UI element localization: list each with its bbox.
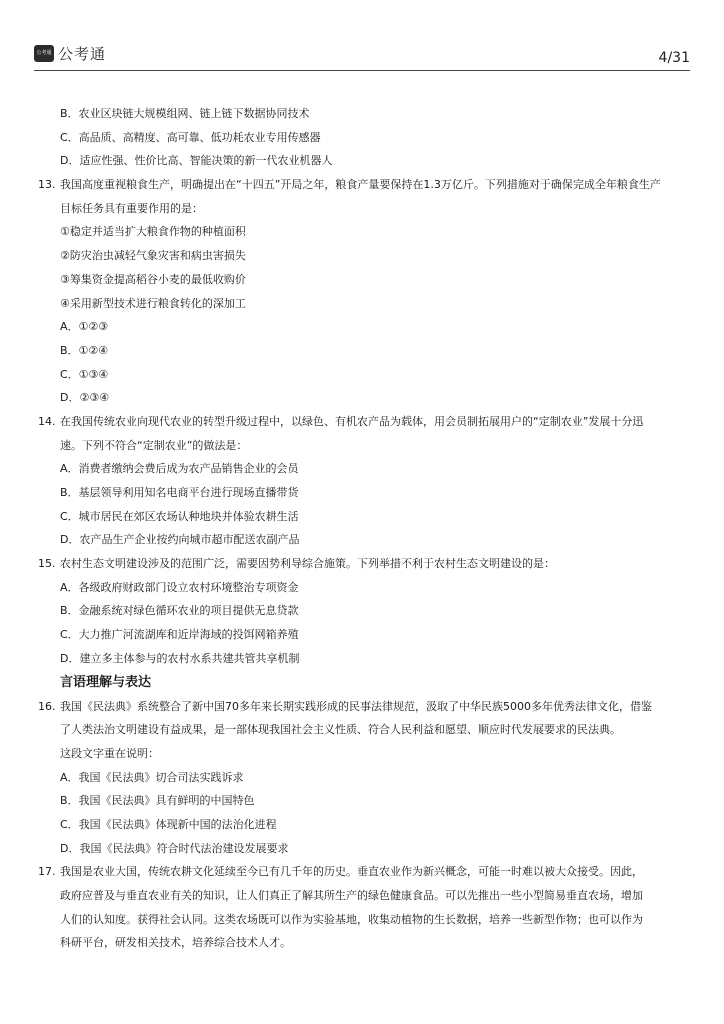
document-body bbox=[38, 102, 692, 955]
q13-option-a: A．①②③ bbox=[60, 320, 109, 334]
q14-option-b: B．基层领导利用知名电商平台进行现场直播带货 bbox=[60, 486, 299, 499]
q13-item-2: ②防灾治虫减轻气象灾害和病虫害损失 bbox=[60, 249, 246, 263]
q15-option-c: C．大力推广河流湖库和近岸海域的投饵网箱养殖 bbox=[60, 628, 299, 642]
q16-option-b: B．我国《民法典》具有鲜明的中国特色 bbox=[60, 794, 255, 808]
q16-stem-line-1: 16. 我国《民法典》系统整合了新中国70多年来长期实践形成的民事法律规范，汲取了中华民族5000多年优秀法律文化，借鉴 bbox=[38, 695, 692, 719]
page-number: 4/31 bbox=[658, 50, 690, 66]
q15-stem-line-1: 15. 农村生态文明建设涉及的范围广泛，需要因势利导综合施策。下列举措不利于农村生态文明建设的是： bbox=[38, 552, 692, 576]
q14-stem-line-2: 速。下列不符合“定制农业”的做法是： bbox=[60, 438, 248, 452]
q13-item-4: ④采用新型技术进行粮食转化的深加工 bbox=[60, 296, 246, 310]
q15-option-b: B．金融系统对绿色循环农业的项目提供无息贷款 bbox=[60, 604, 299, 618]
q16-option-c: C．我国《民法典》体现新中国的法治化进程 bbox=[60, 817, 277, 831]
q16-option-d: D．我国《民法典》符合时代法治建设发展要求 bbox=[60, 841, 289, 855]
q12-option-d: D．适应性强、性价比高、智能决策的新一代农业机器人 bbox=[60, 154, 333, 168]
q13-stem-line-2: 目标任务具有重要作用的是： bbox=[60, 201, 203, 215]
q13-stem-line-1: 13. 我国高度重视粮食生产，明确提出在“十四五”开局之年，粮食产量要保持在1.3万亿斤。下列措施对于确保完成全年粮食生产 bbox=[38, 173, 692, 197]
q15-number: 15. bbox=[38, 557, 56, 571]
q17-stem-line-2: 政府应普及与垂直农业有关的知识，让人们真正了解其所生产的绿色健康食品。可以先推出一些小型简易垂直农场，增加 bbox=[60, 889, 643, 902]
q17-stem-line-4: 科研平台，研发相关技术，培养综合技术人才。 bbox=[60, 936, 291, 950]
q16-number: 16. bbox=[38, 699, 56, 713]
q15-option-a: A．各级政府财政部门设立农村环境整治专项资金 bbox=[60, 580, 299, 594]
q13-item-1: ①稳定并适当扩大粮食作物的种植面积 bbox=[60, 225, 246, 239]
logo-text: 公考通 bbox=[58, 45, 107, 63]
q13-item-3: ③筹集资金提高稻谷小麦的最低收购价 bbox=[60, 272, 246, 286]
q13-option-d: D．②③④ bbox=[60, 391, 110, 405]
q16-stem-line-2: 了人类法治文明建设有益成果，是一部体现我国社会主义性质、符合人民利益和愿望、顺应时代发展要求的民法典。 bbox=[60, 723, 621, 737]
q15-option-d: D．建立多主体参与的农村水系共建共管共享机制 bbox=[60, 651, 300, 665]
section-heading: 言语理解与表达 bbox=[60, 674, 152, 690]
q17-stem-line-1: 17. 我国是农业大国，传统农耕文化延续至今已有几千年的历史。垂直农业作为新兴概念，可能一时难以被大众接受。因此， bbox=[38, 860, 692, 884]
q13-option-b: B．①②④ bbox=[60, 343, 109, 357]
logo bbox=[34, 43, 106, 64]
q12-option-b: B．农业区块链大规模组网、链上链下数据协同技术 bbox=[60, 107, 310, 120]
q14-option-d: D．农产品生产企业按约向城市超市配送农副产品 bbox=[60, 533, 300, 547]
page-header bbox=[34, 40, 690, 71]
q14-number: 14. bbox=[38, 414, 56, 428]
q16-option-a: A．我国《民法典》切合司法实践诉求 bbox=[60, 770, 244, 784]
q14-stem-line-1: 14. 在我国传统农业向现代农业的转型升级过程中，以绿色、有机农产品为载体，用会员制拓展用户的“定制农业”发展十分迅 bbox=[38, 410, 692, 434]
q14-option-a: A．消费者缴纳会费后成为农产品销售企业的会员 bbox=[60, 462, 299, 476]
logo-badge: 公考通 bbox=[34, 45, 54, 62]
q16-stem-line-3: 这段文字重在说明： bbox=[60, 746, 159, 760]
q17-number: 17. bbox=[38, 865, 56, 879]
q13-number: 13. bbox=[38, 178, 56, 192]
q13-option-c: C．①③④ bbox=[60, 367, 109, 381]
q17-stem-line-3: 人们的认知度。获得社会认同。这类农场既可以作为实验基地，收集动植物的生长数据，培养一些新型作物；也可以作为 bbox=[60, 912, 643, 926]
q14-option-c: C．城市居民在郊区农场认种地块并体验农耕生活 bbox=[60, 509, 299, 523]
q12-option-c: C．高品质、高精度、高可靠、低功耗农业专用传感器 bbox=[60, 130, 321, 144]
